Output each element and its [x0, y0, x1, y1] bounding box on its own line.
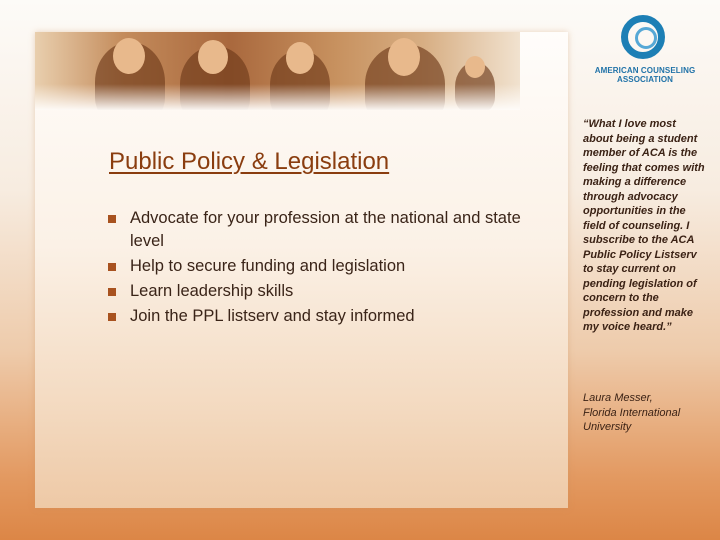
aca-logo — [585, 15, 705, 90]
testimonial-quote: “What I love most about being a student member of ACA is the feeling that comes with making a difference through advocacy opportunities in the field of counseling. I subscribe to the ACA Public Policy Listserv to stay current on pending legislation of concern to the profession and make my voice heard.” — [583, 118, 705, 333]
bullet-item — [108, 280, 528, 303]
bullet-square-icon — [108, 263, 116, 271]
testimonial-attribution — [583, 391, 708, 435]
header-photo-students — [35, 32, 520, 110]
attribution-affiliation: Florida International University — [583, 406, 681, 433]
bullet-square-icon — [108, 215, 116, 223]
logo-line-2: ASSOCIATION — [616, 75, 674, 84]
bullet-square-icon — [108, 313, 116, 321]
bullet-text: Advocate for your profession at the national and state level — [130, 209, 521, 250]
bullet-item — [108, 207, 528, 253]
bullet-item — [108, 255, 528, 278]
attribution-name: Laura Messer, — [583, 392, 653, 404]
bullet-text: Help to secure funding and legislation — [130, 257, 406, 275]
bullet-text: Join the PPL listserv and stay informed — [130, 307, 415, 325]
bullet-text: Learn leadership skills — [130, 282, 294, 300]
aca-logo-text — [585, 66, 705, 84]
logo-line-1: AMERICAN COUNSELING — [594, 66, 696, 75]
bullet-list — [108, 207, 528, 330]
bullet-square-icon — [108, 288, 116, 296]
slide-title: Public Policy & Legislation — [109, 148, 390, 175]
bullet-item — [108, 305, 528, 328]
aca-logo-icon — [621, 15, 665, 59]
